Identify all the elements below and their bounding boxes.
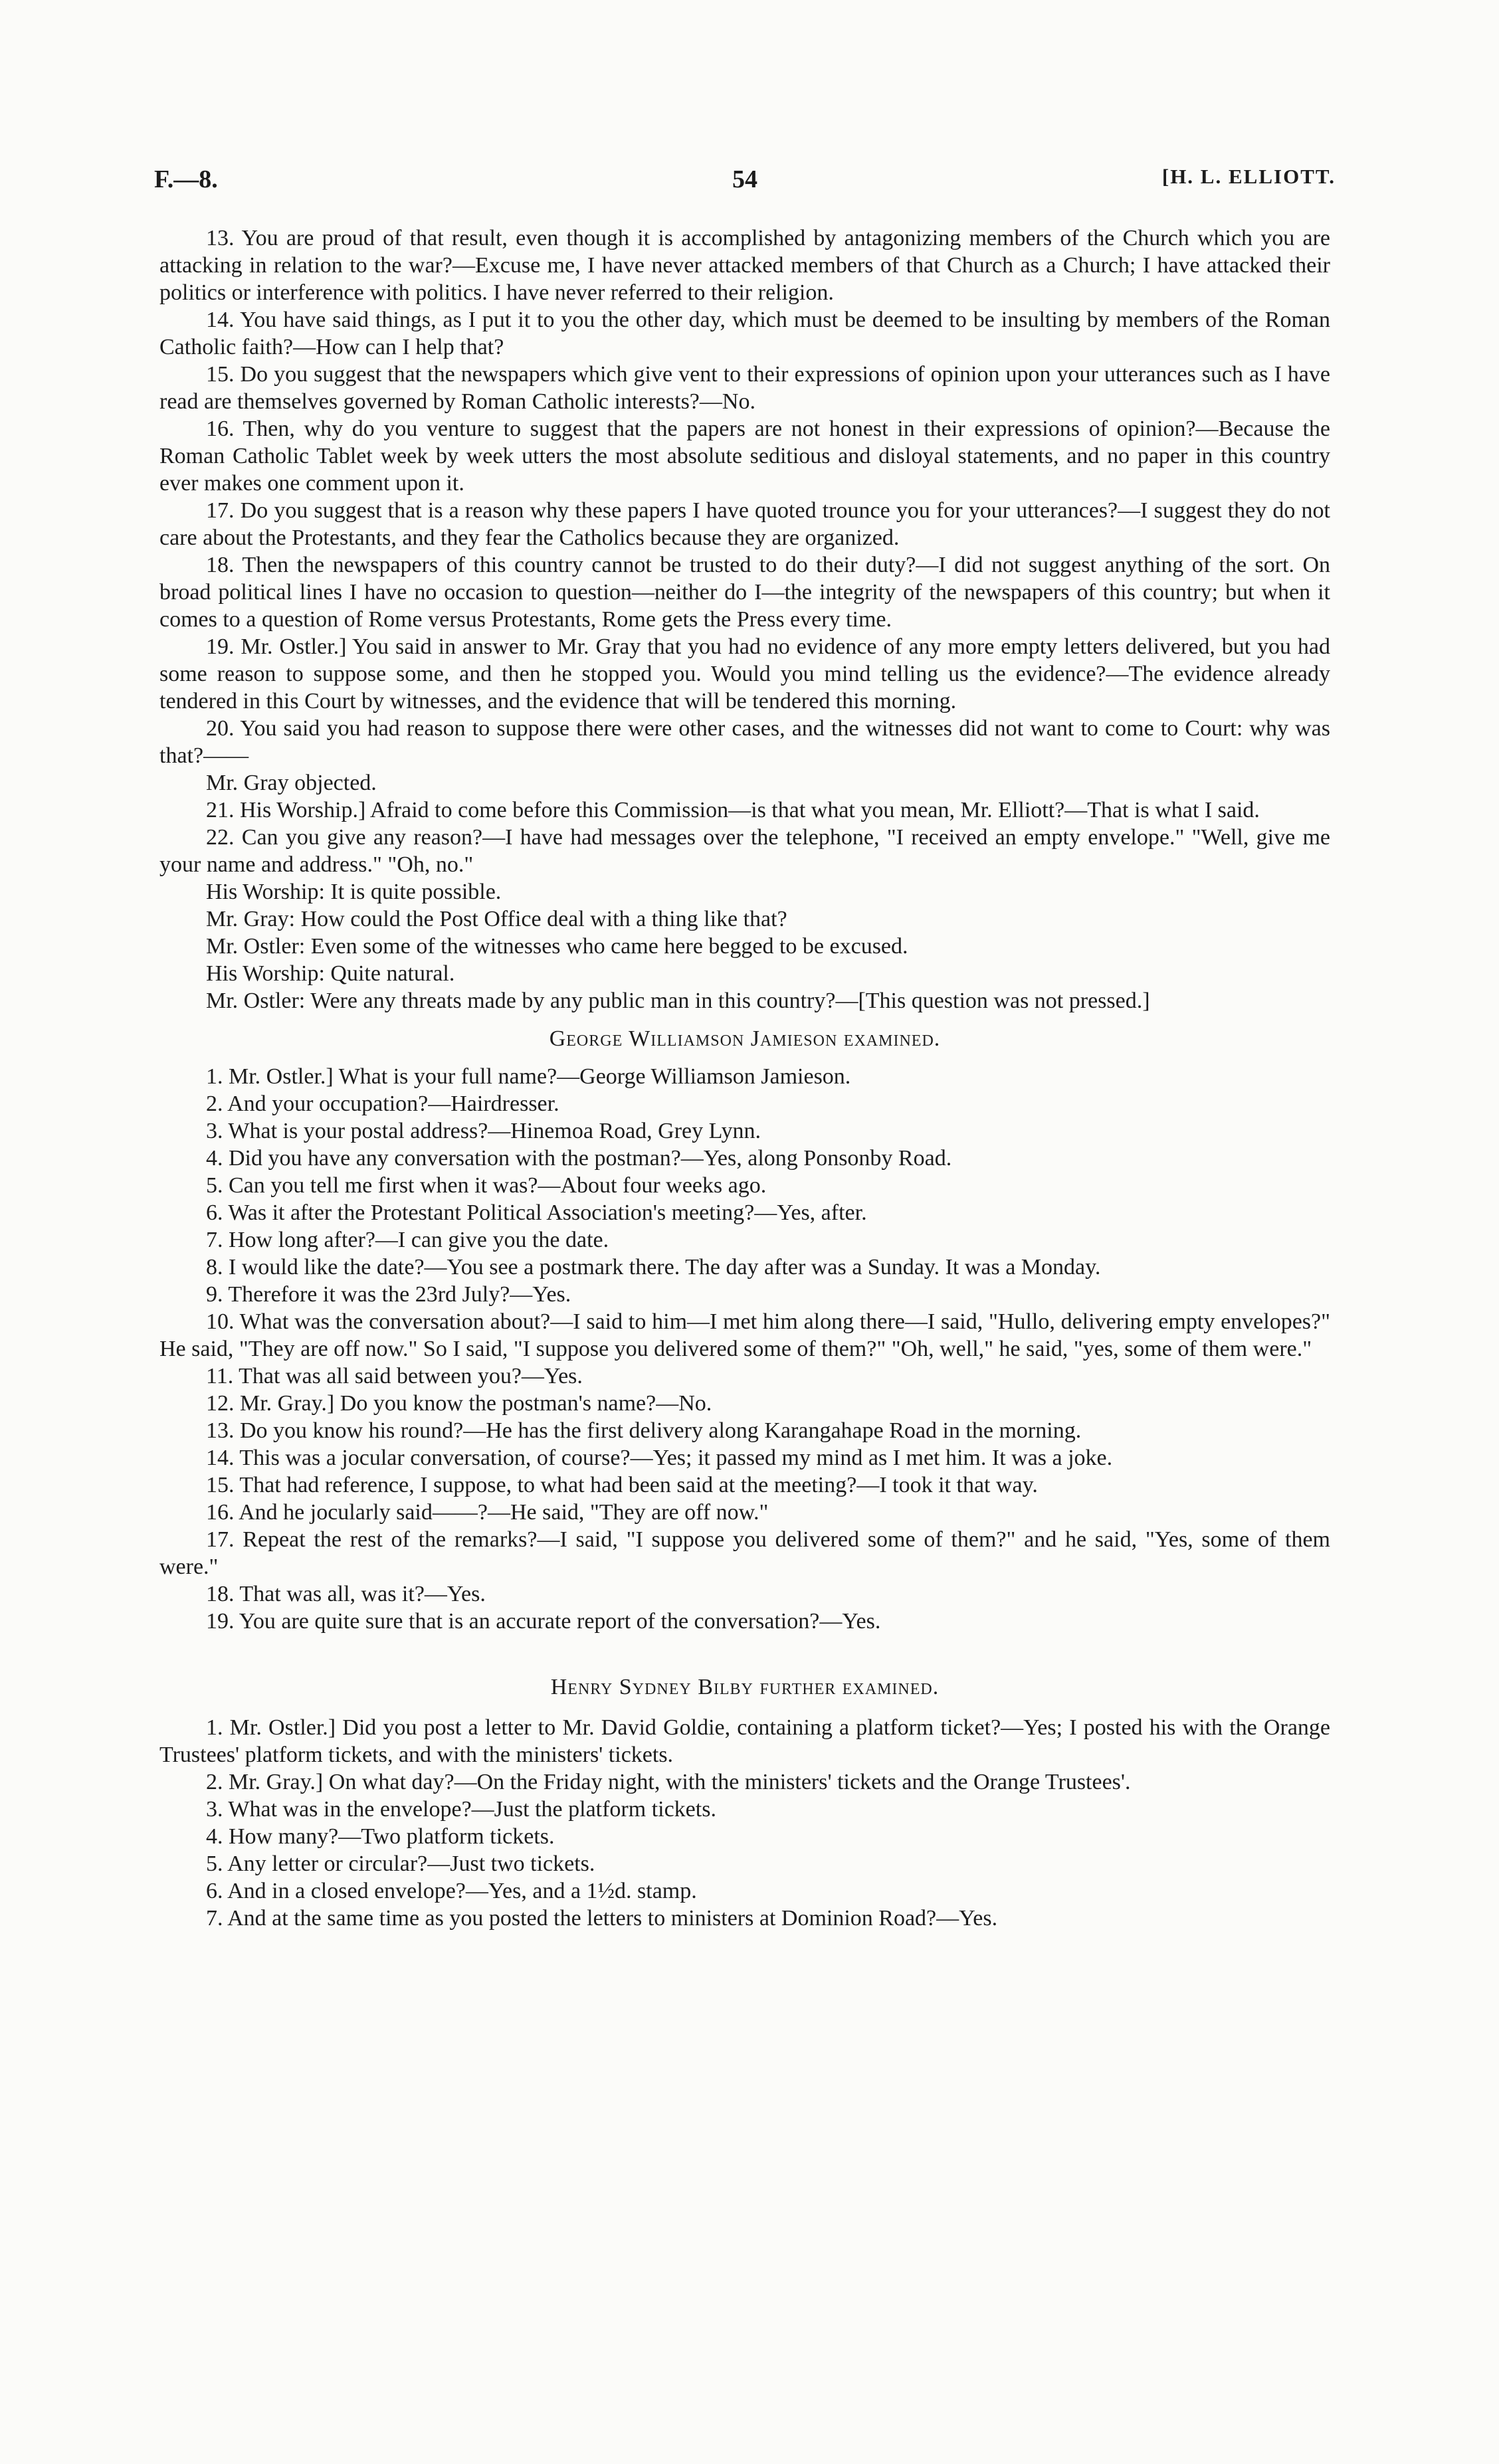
remark: Mr. Gray: How could the Post Office deal with a thing like that?	[206, 907, 787, 931]
question-answer: 12. Mr. Gray.] Do you know the postman's name?—No.	[206, 1391, 712, 1416]
remark: Mr. Ostler: Even some of the witnesses who came here begged to be excused.	[206, 934, 908, 959]
question-answer: 18. That was all, was it?—Yes.	[206, 1582, 486, 1606]
question-answer: 15. Do you suggest that the newspapers which give vent to their expressions of opinion upon your utterances such as I have read are themselves governed by Roman Catholic interests?—No.	[159, 362, 1330, 414]
paper-reference: F.—8.	[154, 165, 218, 193]
page-header	[154, 165, 1336, 205]
question-answer: 3. What was in the envelope?—Just the platform tickets.	[206, 1797, 716, 1822]
question-answer: 19. Mr. Ostler.] You said in answer to Mr. Gray that you had no evidence of any more empty letters delivered, but you had some reason to suppose some, and then he stopped you. Would you mind telling us the evidence?—The evidence already tendered in this Court by witnesses, and the evidence that will be tendered this morning.	[159, 634, 1330, 713]
question-answer: 11. That was all said between you?—Yes.	[206, 1364, 583, 1388]
question-answer: 3. What is your postal address?—Hinemoa Road, Grey Lynn.	[206, 1119, 761, 1143]
elliott-examination	[159, 225, 1330, 1014]
question-answer: 13. Do you know his round?—He has the first delivery along Karangahape Road in the morning.	[206, 1418, 1082, 1443]
question-answer: 5. Can you tell me first when it was?—About four weeks ago.	[206, 1173, 767, 1198]
question-answer: 21. His Worship.] Afraid to come before this Commission—is that what you mean, Mr. Elliott?—That is what I said.	[206, 798, 1260, 822]
remark: Mr. Ostler: Were any threats made by any public man in this country?—[This question was not pressed.]	[206, 989, 1150, 1013]
question-answer: 10. What was the conversation about?—I said to him—I met him along there—I said, "Hullo, delivering empty envelopes?" He said, "They are off now." So I said, "I suppose you delivered some of them?" "Oh, well," he said, "yes, some of them were."	[159, 1309, 1330, 1361]
question-answer: 6. And in a closed envelope?—Yes, and a 1½d. stamp.	[206, 1879, 697, 1903]
question-answer: 15. That had reference, I suppose, to what had been said at the meeting?—I took it that way.	[206, 1473, 1038, 1497]
question-answer: 17. Repeat the rest of the remarks?—I said, "I suppose you delivered some of them?" and he said, "Yes, some of them were."	[159, 1527, 1330, 1579]
remark: Mr. Gray objected.	[206, 771, 377, 795]
question-answer: 22. Can you give any reason?—I have had messages over the telephone, "I received an empty envelope." "Well, give me your name and address." "Oh, no."	[159, 825, 1330, 877]
question-answer: 19. You are quite sure that is an accurate report of the conversation?—Yes.	[206, 1609, 881, 1634]
question-answer: 20. You said you had reason to suppose there were other cases, and the witnesses did not want to come to Court: why was that?——	[159, 716, 1330, 768]
bilby-examination	[159, 1714, 1330, 1932]
question-answer: 18. Then the newspapers of this country cannot be trusted to do their duty?—I did not suggest anything of the sort. On broad political lines I have no occasion to question—neither do I—the integrity of the newspapers of this country; but when it comes to a question of Rome versus Protestants, Rome gets the Press every time.	[159, 553, 1330, 632]
question-answer: 2. And your occupation?—Hairdresser.	[206, 1091, 559, 1116]
question-answer: 4. Did you have any conversation with the postman?—Yes, along Ponsonby Road.	[206, 1146, 952, 1171]
witness-heading: Henry Sydney Bilby further examined.	[550, 1675, 940, 1699]
question-answer: 1. Mr. Ostler.] What is your full name?—George Williamson Jamieson.	[206, 1064, 851, 1089]
question-answer: 17. Do you suggest that is a reason why these papers I have quoted trounce you for your utterances?—I suggest they do not care about the Protestants, and they fear the Catholics because they are organized.	[159, 498, 1330, 550]
question-answer: 5. Any letter or circular?—Just two tickets.	[206, 1851, 595, 1876]
question-answer: 2. Mr. Gray.] On what day?—On the Friday night, with the ministers' tickets and the Orange Trustees'.	[206, 1770, 1131, 1794]
question-answer: 7. How long after?—I can give you the date.	[206, 1228, 609, 1252]
question-answer: 7. And at the same time as you posted the letters to ministers at Dominion Road?—Yes.	[206, 1906, 998, 1931]
witness-running-head: [H. L. ELLIOTT.	[1161, 165, 1336, 188]
remark: His Worship: Quite natural.	[206, 961, 455, 986]
remark: His Worship: It is quite possible.	[206, 880, 502, 904]
question-answer: 1. Mr. Ostler.] Did you post a letter to Mr. David Goldie, containing a platform ticket?—Yes; I posted his with the Orange Trustees' platform tickets, and with the ministers' tickets.	[159, 1715, 1330, 1767]
question-answer: 14. This was a jocular conversation, of course?—Yes; it passed my mind as I met him. It was a joke.	[206, 1446, 1113, 1470]
witness-heading: George Williamson Jamieson examined.	[549, 1026, 941, 1051]
question-answer: 14. You have said things, as I put it to you the other day, which must be deemed to be insulting by members of the Roman Catholic faith?—How can I help that?	[159, 308, 1330, 359]
question-answer: 16. Then, why do you venture to suggest that the papers are not honest in their expressions of opinion?—Because the Roman Catholic Tablet week by week utters the most absolute seditious and disloyal statements, and no paper in this country ever makes one comment upon it.	[159, 417, 1330, 496]
jamieson-examination	[159, 1063, 1330, 1635]
question-answer: 8. I would like the date?—You see a postmark there. The day after was a Sunday. It was a Monday.	[206, 1255, 1101, 1279]
question-answer: 4. How many?—Two platform tickets.	[206, 1824, 555, 1849]
question-answer: 6. Was it after the Protestant Political Association's meeting?—Yes, after.	[206, 1200, 867, 1225]
question-answer: 16. And he jocularly said——?—He said, "They are off now."	[206, 1500, 769, 1525]
question-answer: 13. You are proud of that result, even though it is accomplished by antagonizing members of the Church which you are attacking in relation to the war?—Excuse me, I have never attacked members of that Church as a Church; I have attacked their politics or interference with politics. I have never referred to their religion.	[159, 226, 1330, 305]
page-number: 54	[732, 165, 757, 193]
testimony-body	[159, 225, 1330, 1932]
question-answer: 9. Therefore it was the 23rd July?—Yes.	[206, 1282, 571, 1307]
